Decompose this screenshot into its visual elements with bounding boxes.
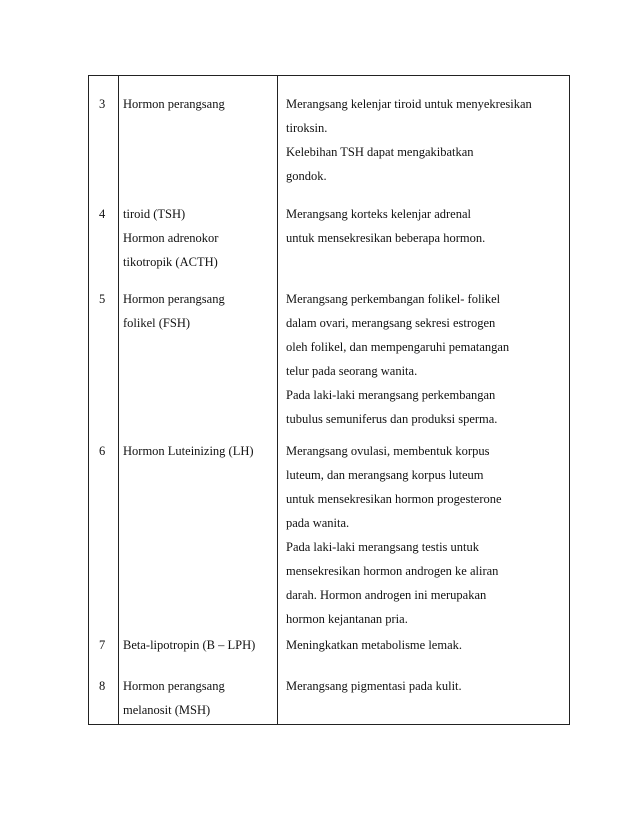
description-line: oleh folikel, dan mempengaruhi pematangan — [286, 340, 510, 354]
hormone-name-line: Hormon perangsang — [123, 292, 225, 306]
column-divider-2 — [277, 76, 278, 724]
description-line: Pada laki-laki merangsang perkembangan — [286, 388, 496, 402]
hormone-name-line: Beta-lipotropin (B – LPH) — [123, 638, 256, 652]
hormone-description — [286, 633, 566, 657]
hormone-name-line: Hormon adrenokor — [123, 231, 219, 245]
description-line: Merangsang pigmentasi pada kulit. — [286, 679, 462, 693]
description-line: mensekresikan hormon androgen ke aliran — [286, 564, 499, 578]
description-line: Kelebihan TSH dapat mengakibatkan — [286, 145, 474, 159]
row-number: 8 — [99, 679, 106, 693]
description-line: darah. Hormon androgen ini merupakan — [286, 588, 487, 602]
description-line: hormon kejantanan pria. — [286, 612, 408, 626]
hormone-name — [123, 674, 283, 722]
row-number: 6 — [99, 444, 106, 458]
hormone-name — [123, 633, 283, 657]
description-line: untuk mensekresikan beberapa hormon. — [286, 231, 486, 245]
hormone-description — [286, 439, 566, 631]
description-line: tubulus semuniferus dan produksi sperma. — [286, 412, 498, 426]
description-line: Pada laki-laki merangsang testis untuk — [286, 540, 480, 554]
hormone-name — [123, 92, 283, 116]
description-line: Merangsang perkembangan folikel- folikel — [286, 292, 501, 306]
hormone-name-line: folikel (FSH) — [123, 316, 191, 330]
hormone-name-line: tiroid (TSH) — [123, 207, 186, 221]
hormone-name-line: Hormon perangsang — [123, 679, 225, 693]
hormone-description — [286, 92, 566, 188]
hormone-name-line: Hormon Luteinizing (LH) — [123, 444, 254, 458]
description-line: pada wanita. — [286, 516, 350, 530]
description-line: tiroksin. — [286, 121, 328, 135]
row-number: 4 — [99, 207, 106, 221]
hormone-name-line: melanosit (MSH) — [123, 703, 211, 717]
description-line: gondok. — [286, 169, 327, 183]
hormone-name-line: tikotropik (ACTH) — [123, 255, 218, 269]
hormone-table — [88, 75, 570, 725]
description-line: untuk mensekresikan hormon progesterone — [286, 492, 502, 506]
row-number: 7 — [99, 638, 106, 652]
hormone-description — [286, 287, 566, 431]
hormone-description — [286, 674, 566, 698]
hormone-description — [286, 202, 566, 250]
description-line: dalam ovari, merangsang sekresi estrogen — [286, 316, 496, 330]
description-line: Merangsang kelenjar tiroid untuk menyekresikan — [286, 97, 532, 111]
description-line: telur pada seorang wanita. — [286, 364, 418, 378]
description-line: Merangsang ovulasi, membentuk korpus — [286, 444, 490, 458]
hormone-name-line: Hormon perangsang — [123, 97, 225, 111]
description-line: Meningkatkan metabolisme lemak. — [286, 638, 462, 652]
row-number: 3 — [99, 97, 106, 111]
row-number: 5 — [99, 292, 106, 306]
column-divider-1 — [118, 76, 119, 724]
hormone-name — [123, 202, 283, 274]
description-line: luteum, dan merangsang korpus luteum — [286, 468, 484, 482]
hormone-name — [123, 439, 283, 463]
hormone-name — [123, 287, 283, 335]
description-line: Merangsang korteks kelenjar adrenal — [286, 207, 471, 221]
